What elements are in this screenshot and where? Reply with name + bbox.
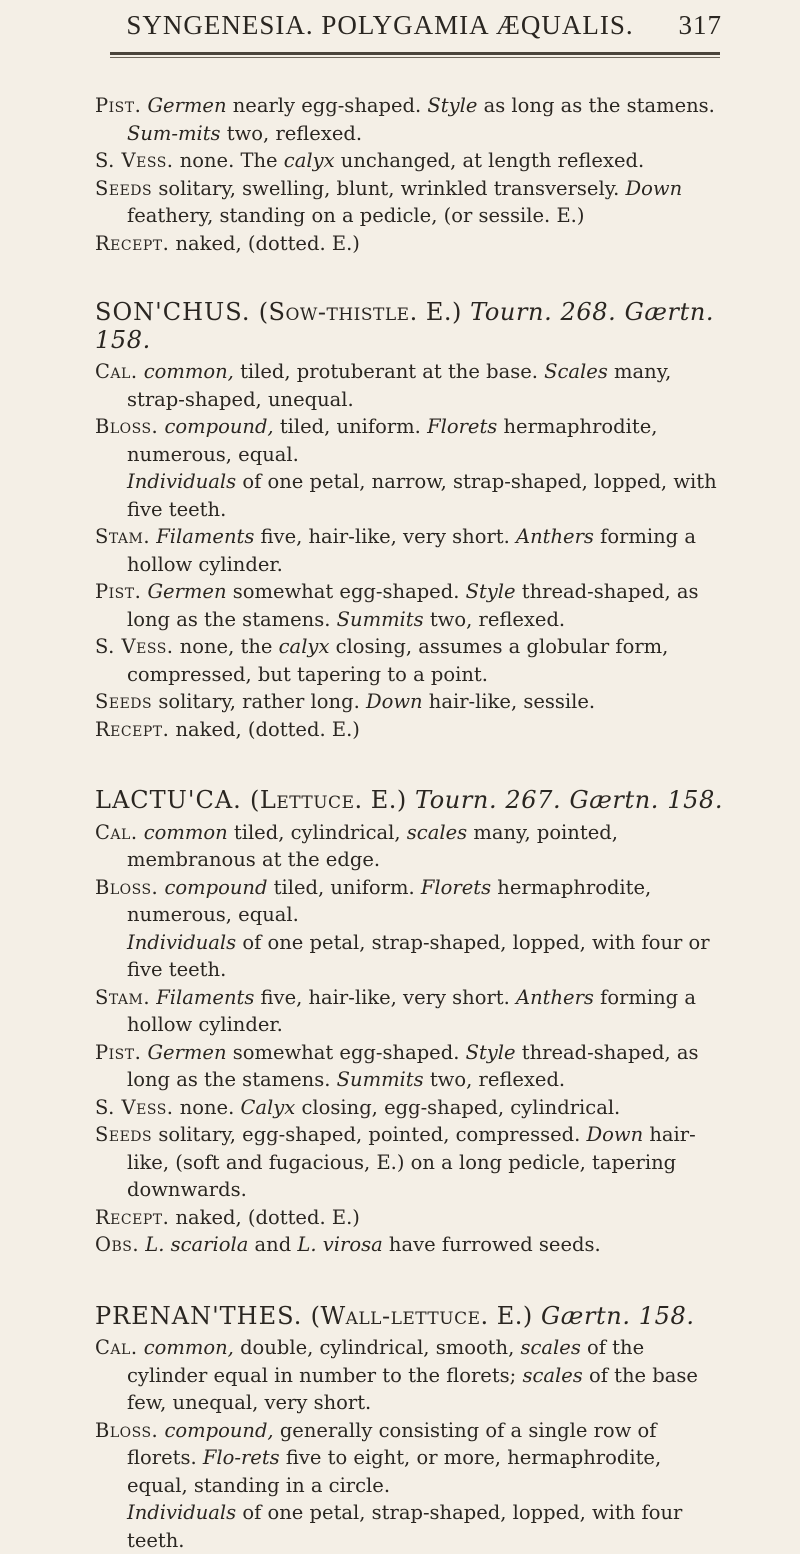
genus-heading-lactuca: LACTU'CA. (Lettuce. E.) Tourn. 267. Gærtn. 158. [95,786,724,814]
header-rule [110,52,720,55]
seeds-entry: Seeds solitary, egg-shaped, pointed, compressed. Down hair-like, (soft and fugacious, E.) on a long pedicle, tapering downwards. [95,1123,696,1201]
bloss-entry: Bloss. compound, tiled, uniform. Florets hermaphrodite, numerous, equal. [95,415,658,466]
pist-entry: Pist. Germen somewhat egg-shaped. Style thread-shaped, as long as the stamens. Summits two, reflexed. [95,580,699,631]
recept-entry: Recept. naked, (dotted. E.) [95,717,360,741]
bloss-entry: Bloss. compound tiled, uniform. Florets hermaphrodite, numerous, equal. [95,875,652,926]
page-number: 317 [678,10,722,40]
svess-entry: S. Vess. none. Calyx closing, egg-shaped, cylindrical. [95,1095,621,1119]
cal-entry: Cal. common tiled, cylindrical, scales many, pointed, membranous at the edge. [95,820,618,871]
seeds-entry: Seeds solitary, swelling, blunt, wrinkled transversely. Down feathery, standing on a pedicle, (or sessile. E.) [95,176,683,227]
recept-entry: Recept. naked, (dotted. E.) [95,1205,360,1229]
individuals-entry: Individuals of one petal, strap-shaped, lopped, with four teeth. [127,1501,683,1552]
stam-entry: Stam. Filaments five, hair-like, very short. Anthers forming a hollow cylinder. [95,525,696,576]
running-header [0,10,800,41]
header-title: SYNGENESIA. POLYGAMIA ÆQUALIS. [126,10,634,40]
recept-entry: Recept. naked, (dotted. E.) [95,231,360,255]
cal-entry: Cal. common, tiled, protuberant at the base. Scales many, strap-shaped, unequal. [95,360,672,411]
genus-heading-sonchus: SON'CHUS. (Sow-thistle. E.) Tourn. 268. Gærtn. 158. [95,298,715,354]
individuals-entry: Individuals of one petal, strap-shaped, lopped, with four or five teeth. [127,930,710,981]
obs-entry: Obs. L. scariola and L. virosa have furrowed seeds. [95,1233,601,1256]
svess-entry: S. Vess. none. The calyx unchanged, at length reflexed. [95,149,645,172]
svess-entry: S. Vess. none, the calyx closing, assumes a globular form, compressed, but tapering to a point. [95,635,669,686]
page-body [95,92,725,1554]
genus-heading-prenanthes: PRENAN'THES. (Wall-lettuce. E.) Gærtn. 158. [95,1301,695,1330]
bloss-entry: Bloss. compound, generally consisting of a single row of florets. Flo-rets five to eight, or more, hermaphrodite, equal, standing in a circle. [95,1418,662,1497]
stam-entry: Stam. Filaments five, hair-like, very short. Anthers forming a hollow cylinder. [95,985,696,1036]
individuals-entry: Individuals of one petal, narrow, strap-shaped, lopped, with five teeth. [127,470,717,521]
seeds-entry: Seeds solitary, rather long. Down hair-like, sessile. [95,690,596,713]
header-rule-thin [110,57,720,58]
pist-entry: Pist. Germen somewhat egg-shaped. Style thread-shaped, as long as the stamens. Summits two, reflexed. [95,1040,699,1091]
pist-entry: Pist. Germen nearly egg-shaped. Style as long as the stamens. Sum-mits two, reflexed. [95,94,715,145]
cal-entry: Cal. common, double, cylindrical, smooth, scales of the cylinder equal in number to the florets; scales of the base few, unequal, very short. [95,1336,698,1414]
